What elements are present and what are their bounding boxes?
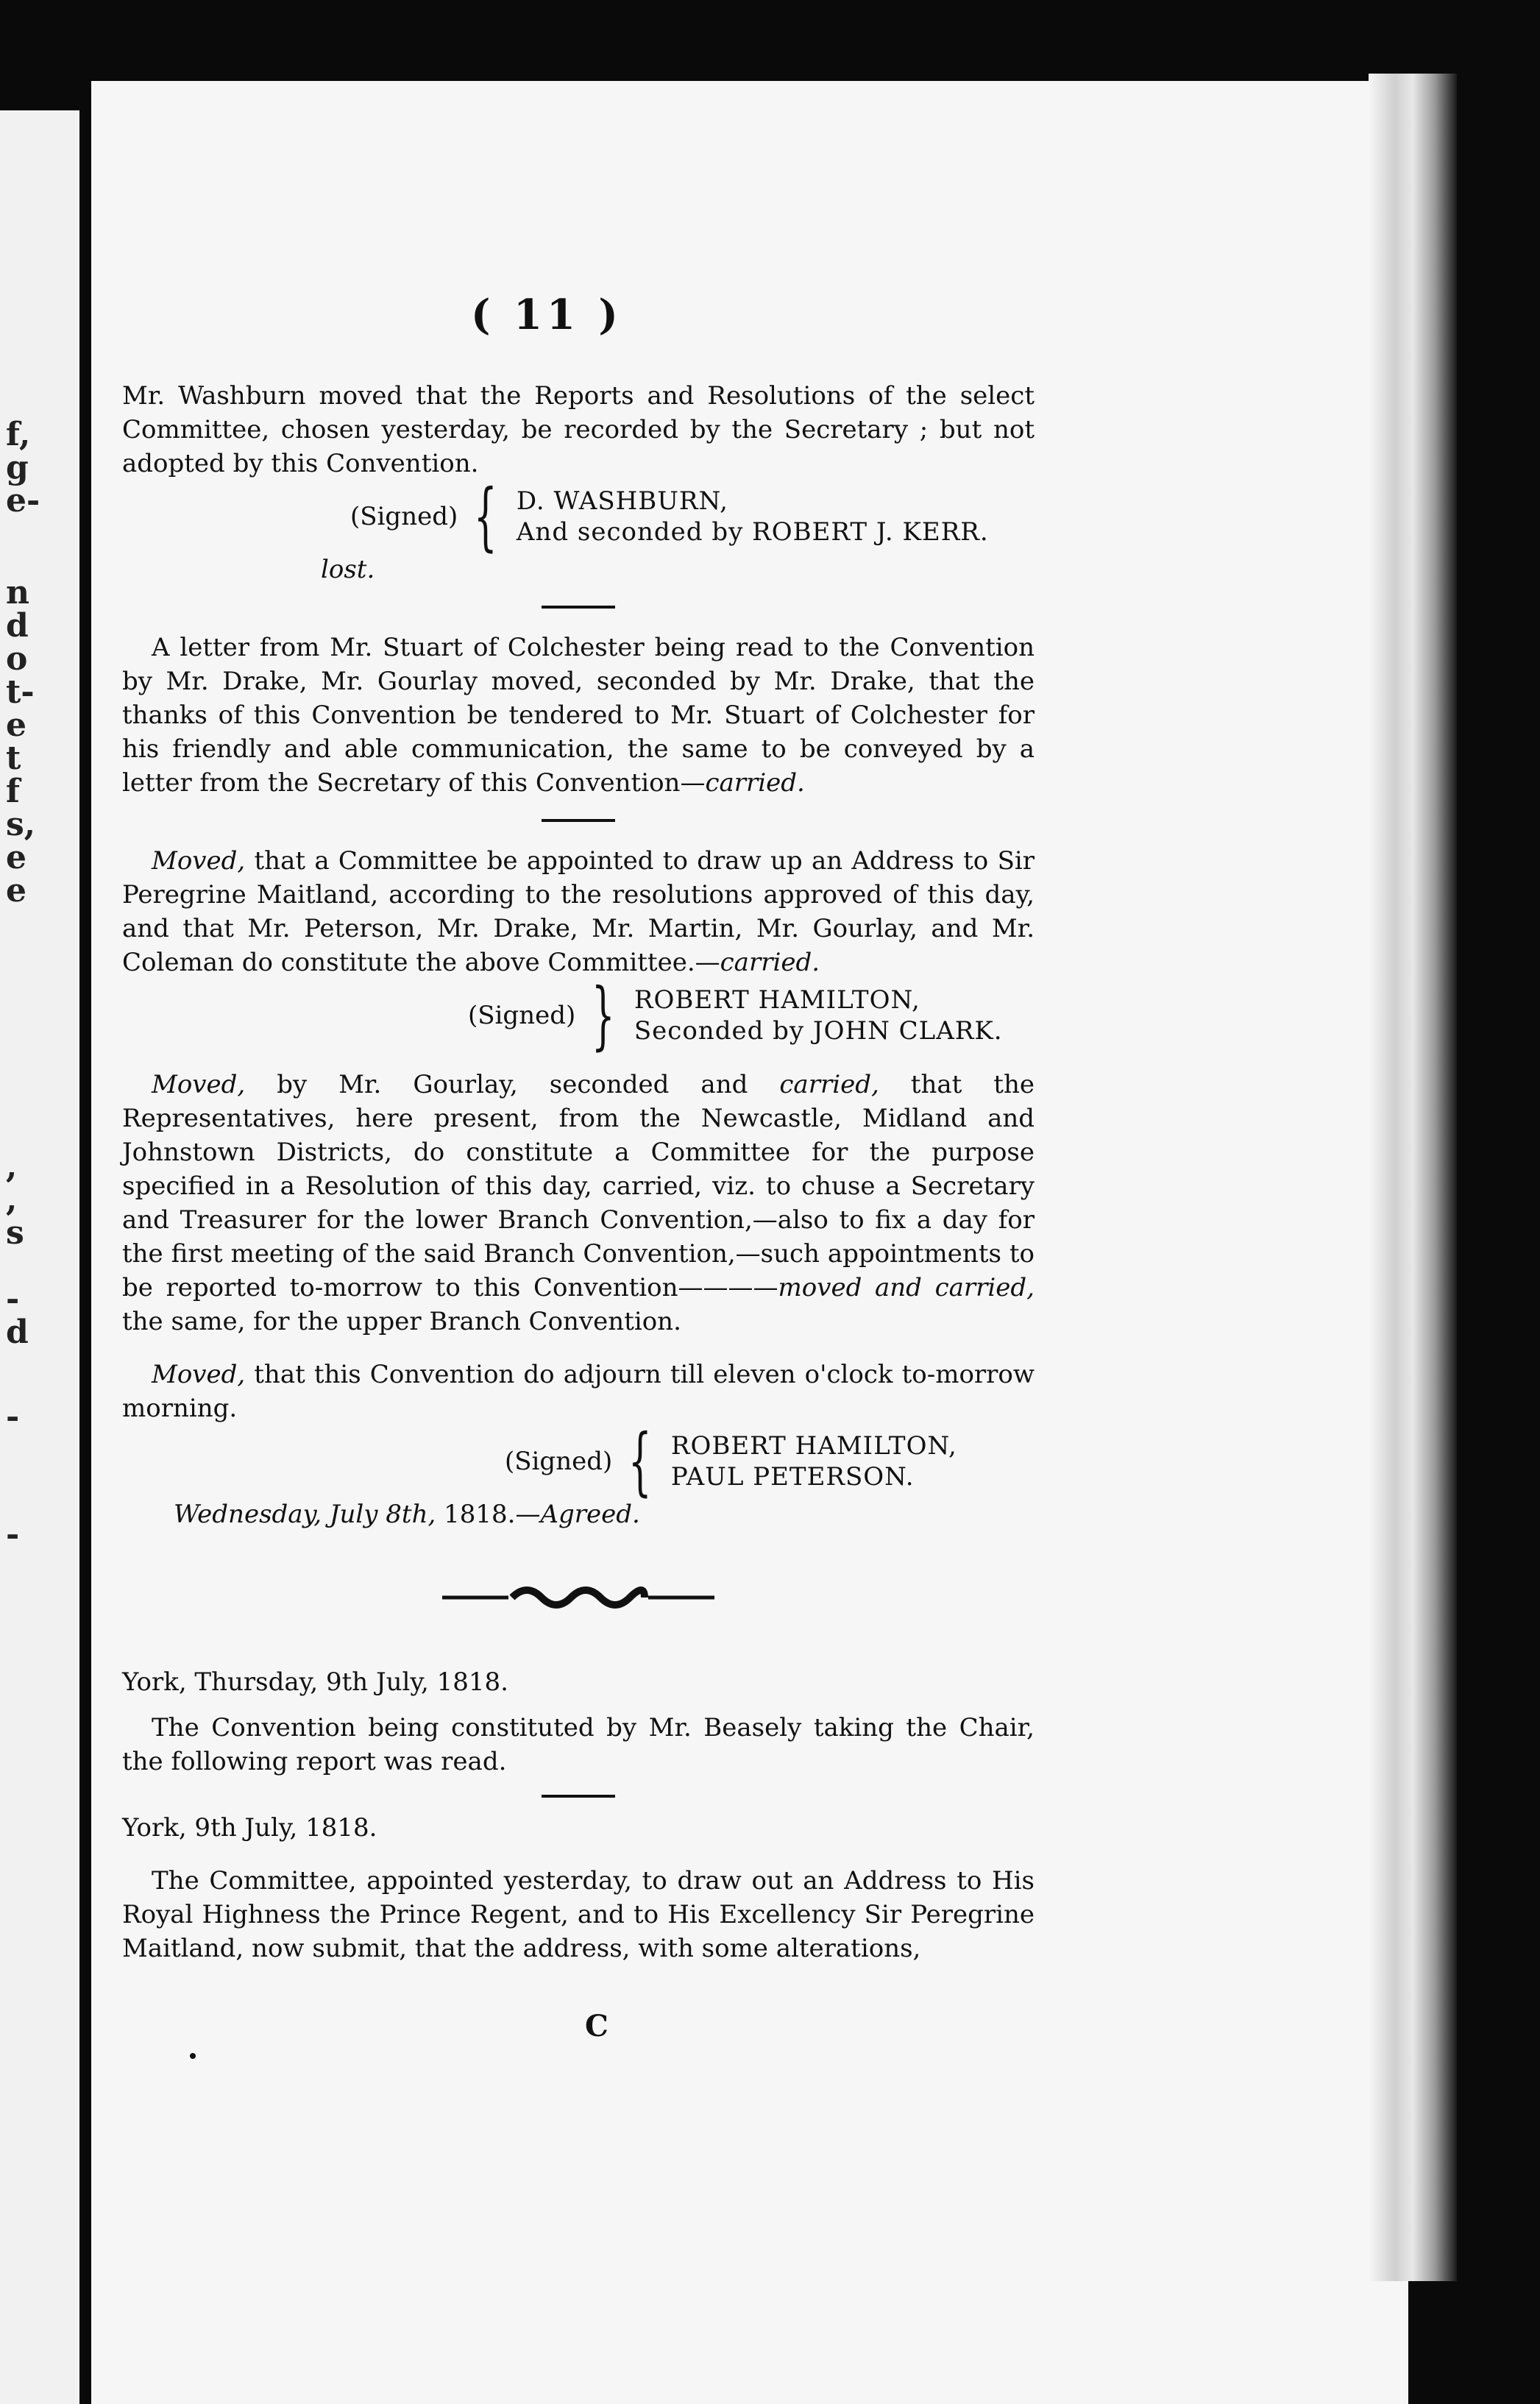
brace-icon: { — [474, 473, 497, 559]
gutter-fragment: t- — [6, 673, 35, 711]
dateline-thursday: York, Thursday, 9th July, 1818. — [122, 1667, 508, 1697]
gutter-fragment: s, — [6, 806, 36, 843]
divider-rule — [542, 606, 615, 609]
paragraph-committee-report: The Committee, appointed yesterday, to draw out an Address to His Royal Highness the Prince Regent, and to His Excellency Sir Peregrine Maitland, now submit, that the address, with some alterations, — [122, 1866, 1035, 1963]
ornament-swash-icon — [442, 1583, 714, 1612]
ornament-divider — [122, 1583, 1035, 1621]
brace-icon: } — [592, 972, 615, 1058]
paragraph-adjourn: Moved, that this Convention do adjourn till eleven o'clock to-morrow morning. — [122, 1360, 1035, 1423]
date-wednesday: Wednesday, July 8th, 1818.—Agreed. — [174, 1500, 640, 1529]
divider-rule — [542, 819, 615, 822]
paragraph-convention-constituted: The Convention being constituted by Mr. Beasely taking the Chair, the following report was read. — [122, 1713, 1035, 1776]
gutter-fragment: d — [6, 1313, 29, 1351]
gutter-fragment: e- — [6, 482, 40, 520]
result-lost: lost. — [321, 555, 375, 584]
gutter-fragment: - — [6, 1280, 20, 1318]
gutter-fragment: s — [6, 1214, 24, 1252]
dateline-york: York, 9th July, 1818. — [122, 1813, 377, 1843]
gutter-fragment: f, — [6, 416, 31, 453]
page-body — [122, 379, 1035, 1965]
brace-icon: { — [628, 1418, 652, 1504]
paragraph-washburn-motion: Mr. Washburn moved that the Reports and Resolutions of the select Committee, chosen yesterday, be recorded by the Secretary ; but not adopted by this Convention. — [122, 381, 1035, 478]
gutter-fragment: n — [6, 574, 29, 611]
signature-block-2: (Signed) } ROBERT HAMILTON, Seconded by JOHN CLARK. — [468, 972, 1003, 1058]
ink-dot — [190, 2053, 196, 2059]
gutter-fragment: - — [6, 1516, 20, 1553]
signature-block-1: (Signed) { D. WASHBURN, And seconded by ROBERT J. KERR. — [350, 473, 989, 559]
gutter-fragment: e — [6, 839, 26, 876]
gutter-fragment: , — [6, 1148, 18, 1185]
gutter-fragment: d — [6, 607, 29, 645]
paragraph-stuart-letter: A letter from Mr. Stuart of Colchester being read to the Convention by Mr. Drake, Mr. Gourlay moved, seconded by Mr. Drake, that the thanks of this Convention be tendered to Mr. Stuart of Colchester for his friendly and able communication, the same to be conveyed by a letter from the Secretary of this Convention—carried. — [122, 633, 1035, 798]
paragraph-representatives: Moved, by Mr. Gourlay, seconded and carried, that the Representatives, here present, from the Newcastle, Midland and Johnstown Districts, do constitute a Committee for the purpose specified in a Resolution of this day, carried, viz. to chuse a Secretary and Treasurer for the lower Branch Convention,—also to fix a day for the first meeting of the said Branch Convention,—such appointments to be reported to-morrow to this Convention————moved and carried, the same, for the upper Branch Convention. — [122, 1070, 1035, 1336]
gutter-fragment: e — [6, 872, 26, 910]
gutter-fragment: o — [6, 640, 28, 678]
page-edge-shadow — [1369, 74, 1457, 2281]
gutter-fragment: , — [6, 1181, 18, 1219]
signature-mark: C — [585, 2009, 608, 2043]
gutter-fragment: - — [6, 1398, 20, 1436]
gutter-fragment: e — [6, 706, 26, 744]
gutter-fragment: g — [6, 449, 29, 486]
gutter-fragment: t — [6, 740, 21, 777]
gutter-fragment: f — [6, 773, 20, 810]
facing-page-gutter — [0, 110, 79, 2404]
divider-rule — [542, 1795, 615, 1798]
paragraph-committee-address: Moved, that a Committee be appointed to draw up an Address to Sir Peregrine Maitland, according to the resolutions approved of this day, and that Mr. Peterson, Mr. Drake, Mr. Martin, Mr. Gourlay, and Mr. Coleman do constitute the above Committee.—carried. — [122, 846, 1035, 977]
signature-block-3: (Signed) { ROBERT HAMILTON, PAUL PETERSON. — [505, 1418, 957, 1504]
page-number: ( 11 ) — [471, 291, 622, 339]
